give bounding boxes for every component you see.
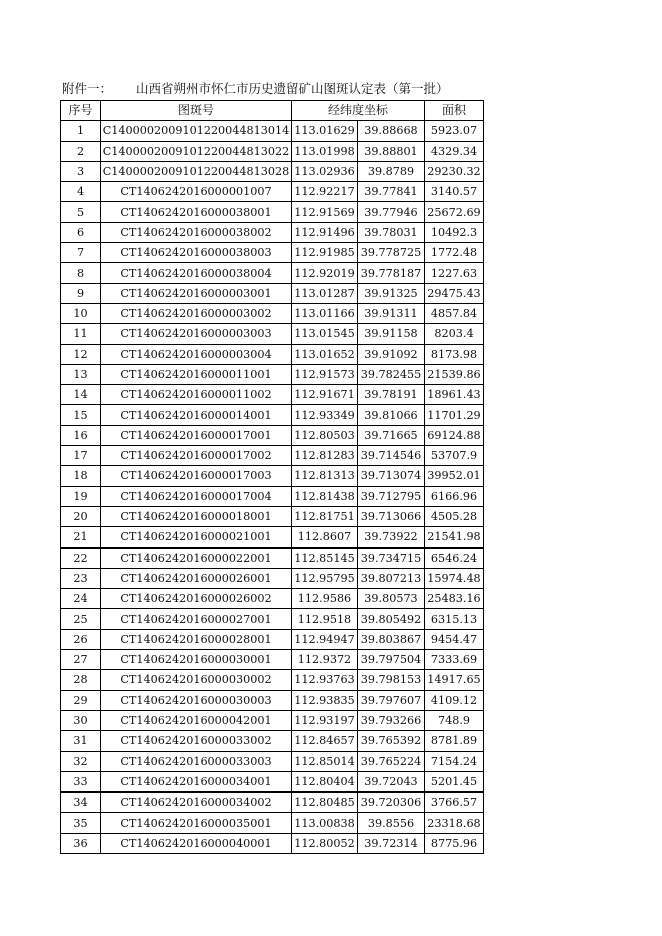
table-row bbox=[61, 527, 484, 548]
cell-longitude: 112.81438 bbox=[292, 486, 358, 506]
cell-latitude: 39.765392 bbox=[358, 731, 425, 751]
cell-longitude: 112.92019 bbox=[292, 263, 358, 283]
cell-code: CT1406242016000034002 bbox=[101, 792, 292, 813]
cell-code: CT1406242016000030001 bbox=[101, 650, 292, 670]
cell-longitude: 113.02936 bbox=[292, 161, 358, 181]
cell-longitude: 113.01652 bbox=[292, 344, 358, 364]
header-seq: 序号 bbox=[61, 101, 101, 121]
cell-longitude: 112.9372 bbox=[292, 650, 358, 670]
cell-code: CT1406242016000017004 bbox=[101, 486, 292, 506]
cell-area: 4329.34 bbox=[425, 141, 484, 161]
cell-latitude: 39.797504 bbox=[358, 650, 425, 670]
table-row bbox=[61, 425, 484, 445]
cell-seq: 34 bbox=[61, 792, 101, 813]
cell-area: 23318.68 bbox=[425, 813, 484, 833]
cell-area: 69124.88 bbox=[425, 425, 484, 445]
cell-seq: 22 bbox=[61, 548, 101, 569]
cell-latitude: 39.91325 bbox=[358, 283, 425, 303]
cell-seq: 12 bbox=[61, 344, 101, 364]
cell-area: 8203.4 bbox=[425, 324, 484, 344]
table-row bbox=[61, 609, 484, 629]
cell-code: CT1406242016000028001 bbox=[101, 629, 292, 649]
cell-longitude: 112.91496 bbox=[292, 222, 358, 242]
table-row bbox=[61, 364, 484, 384]
table-row bbox=[61, 751, 484, 771]
cell-longitude: 113.01629 bbox=[292, 121, 358, 141]
cell-seq: 2 bbox=[61, 141, 101, 161]
cell-code: CT1406242016000011001 bbox=[101, 364, 292, 384]
cell-latitude: 39.712795 bbox=[358, 486, 425, 506]
cell-latitude: 39.80573 bbox=[358, 589, 425, 609]
table-title: 山西省朔州市怀仁市历史遗留矿山图斑认定表（第一批） bbox=[136, 81, 449, 96]
cell-latitude: 39.765224 bbox=[358, 751, 425, 771]
cell-area: 6315.13 bbox=[425, 609, 484, 629]
table-row bbox=[61, 771, 484, 792]
cell-seq: 13 bbox=[61, 364, 101, 384]
cell-area: 1772.48 bbox=[425, 243, 484, 263]
cell-latitude: 39.734715 bbox=[358, 548, 425, 569]
cell-seq: 14 bbox=[61, 385, 101, 405]
cell-longitude: 112.80503 bbox=[292, 425, 358, 445]
cell-seq: 17 bbox=[61, 446, 101, 466]
cell-code: CT1406242016000038001 bbox=[101, 202, 292, 222]
cell-latitude: 39.77946 bbox=[358, 202, 425, 222]
cell-code: CT1406242016000026001 bbox=[101, 568, 292, 588]
cell-seq: 3 bbox=[61, 161, 101, 181]
cell-latitude: 39.91092 bbox=[358, 344, 425, 364]
cell-area: 8775.96 bbox=[425, 833, 484, 853]
cell-longitude: 113.01998 bbox=[292, 141, 358, 161]
cell-area: 15974.48 bbox=[425, 568, 484, 588]
cell-latitude: 39.714546 bbox=[358, 446, 425, 466]
table-row bbox=[61, 792, 484, 813]
cell-longitude: 113.00838 bbox=[292, 813, 358, 833]
cell-longitude: 112.93763 bbox=[292, 670, 358, 690]
cell-longitude: 112.80052 bbox=[292, 833, 358, 853]
cell-area: 7154.24 bbox=[425, 751, 484, 771]
table-row bbox=[61, 629, 484, 649]
cell-longitude: 112.93197 bbox=[292, 710, 358, 730]
table-row bbox=[61, 243, 484, 263]
cell-area: 14917.65 bbox=[425, 670, 484, 690]
table-row bbox=[61, 303, 484, 323]
cell-seq: 16 bbox=[61, 425, 101, 445]
table-row bbox=[61, 202, 484, 222]
cell-area: 39952.01 bbox=[425, 466, 484, 486]
cell-code: CT1406242016000017001 bbox=[101, 425, 292, 445]
cell-area: 4505.28 bbox=[425, 506, 484, 526]
table-row bbox=[61, 650, 484, 670]
cell-latitude: 39.778725 bbox=[358, 243, 425, 263]
cell-longitude: 113.01545 bbox=[292, 324, 358, 344]
cell-latitude: 39.91311 bbox=[358, 303, 425, 323]
cell-seq: 10 bbox=[61, 303, 101, 323]
cell-longitude: 112.95795 bbox=[292, 568, 358, 588]
cell-code: CT1406242016000033002 bbox=[101, 731, 292, 751]
document-title bbox=[62, 80, 502, 98]
cell-area: 7333.69 bbox=[425, 650, 484, 670]
cell-seq: 30 bbox=[61, 710, 101, 730]
table-row bbox=[61, 141, 484, 161]
cell-code: CT1406242016000026002 bbox=[101, 589, 292, 609]
table-row bbox=[61, 813, 484, 833]
table-row bbox=[61, 486, 484, 506]
cell-code: CT1406242016000003003 bbox=[101, 324, 292, 344]
cell-longitude: 112.93349 bbox=[292, 405, 358, 425]
cell-longitude: 112.80404 bbox=[292, 771, 358, 792]
header-row bbox=[61, 101, 484, 121]
cell-latitude: 39.807213 bbox=[358, 568, 425, 588]
table-row bbox=[61, 182, 484, 202]
table-row bbox=[61, 222, 484, 242]
cell-seq: 6 bbox=[61, 222, 101, 242]
cell-seq: 25 bbox=[61, 609, 101, 629]
cell-area: 1227.63 bbox=[425, 263, 484, 283]
cell-seq: 32 bbox=[61, 751, 101, 771]
cell-area: 21541.98 bbox=[425, 527, 484, 548]
cell-seq: 5 bbox=[61, 202, 101, 222]
cell-seq: 33 bbox=[61, 771, 101, 792]
cell-code: CT1406242016000021001 bbox=[101, 527, 292, 548]
cell-latitude: 39.778187 bbox=[358, 263, 425, 283]
cell-code: CT1406242016000003004 bbox=[101, 344, 292, 364]
cell-seq: 35 bbox=[61, 813, 101, 833]
cell-area: 10492.3 bbox=[425, 222, 484, 242]
cell-longitude: 112.93835 bbox=[292, 690, 358, 710]
cell-longitude: 112.81751 bbox=[292, 506, 358, 526]
table-row bbox=[61, 405, 484, 425]
cell-longitude: 112.85014 bbox=[292, 751, 358, 771]
cell-code: C1400002009101220044813022 bbox=[101, 141, 292, 161]
cell-seq: 1 bbox=[61, 121, 101, 141]
cell-area: 4109.12 bbox=[425, 690, 484, 710]
cell-latitude: 39.88801 bbox=[358, 141, 425, 161]
cell-longitude: 112.9518 bbox=[292, 609, 358, 629]
cell-seq: 19 bbox=[61, 486, 101, 506]
table-row bbox=[61, 283, 484, 303]
cell-code: CT1406242016000017003 bbox=[101, 466, 292, 486]
cell-seq: 31 bbox=[61, 731, 101, 751]
cell-latitude: 39.71665 bbox=[358, 425, 425, 445]
table-row bbox=[61, 833, 484, 853]
cell-code: C1400002009101220044813014 bbox=[101, 121, 292, 141]
cell-longitude: 113.01287 bbox=[292, 283, 358, 303]
cell-latitude: 39.797607 bbox=[358, 690, 425, 710]
cell-area: 6546.24 bbox=[425, 548, 484, 569]
cell-code: CT1406242016000014001 bbox=[101, 405, 292, 425]
cell-area: 25483.16 bbox=[425, 589, 484, 609]
cell-seq: 28 bbox=[61, 670, 101, 690]
cell-latitude: 39.793266 bbox=[358, 710, 425, 730]
cell-code: CT1406242016000011002 bbox=[101, 385, 292, 405]
cell-seq: 23 bbox=[61, 568, 101, 588]
cell-latitude: 39.8556 bbox=[358, 813, 425, 833]
cell-area: 21539.86 bbox=[425, 364, 484, 384]
cell-latitude: 39.782455 bbox=[358, 364, 425, 384]
cell-code: CT1406242016000003002 bbox=[101, 303, 292, 323]
table-row bbox=[61, 121, 484, 141]
table-row bbox=[61, 731, 484, 751]
attachment-label: 附件一： bbox=[62, 81, 113, 96]
cell-longitude: 112.84657 bbox=[292, 731, 358, 751]
cell-code: CT1406242016000022001 bbox=[101, 548, 292, 569]
cell-area: 5201.45 bbox=[425, 771, 484, 792]
cell-longitude: 112.91573 bbox=[292, 364, 358, 384]
cell-longitude: 112.91671 bbox=[292, 385, 358, 405]
cell-code: CT1406242016000038003 bbox=[101, 243, 292, 263]
table-row bbox=[61, 568, 484, 588]
cell-area: 25672.69 bbox=[425, 202, 484, 222]
cell-code: CT1406242016000033003 bbox=[101, 751, 292, 771]
cell-area: 748.9 bbox=[425, 710, 484, 730]
cell-code: CT1406242016000038004 bbox=[101, 263, 292, 283]
cell-code: CT1406242016000018001 bbox=[101, 506, 292, 526]
cell-longitude: 112.8607 bbox=[292, 527, 358, 548]
cell-latitude: 39.798153 bbox=[358, 670, 425, 690]
cell-area: 29230.32 bbox=[425, 161, 484, 181]
cell-seq: 29 bbox=[61, 690, 101, 710]
header-area: 面积 bbox=[425, 101, 484, 121]
cell-code: C1400002009101220044813028 bbox=[101, 161, 292, 181]
cell-area: 9454.47 bbox=[425, 629, 484, 649]
table-row bbox=[61, 161, 484, 181]
cell-area: 3766.57 bbox=[425, 792, 484, 813]
cell-longitude: 112.92217 bbox=[292, 182, 358, 202]
cell-longitude: 112.81313 bbox=[292, 466, 358, 486]
cell-area: 29475.43 bbox=[425, 283, 484, 303]
cell-code: CT1406242016000034001 bbox=[101, 771, 292, 792]
cell-code: CT1406242016000001007 bbox=[101, 182, 292, 202]
cell-longitude: 112.91985 bbox=[292, 243, 358, 263]
cell-longitude: 112.81283 bbox=[292, 446, 358, 466]
table-row bbox=[61, 385, 484, 405]
cell-latitude: 39.78031 bbox=[358, 222, 425, 242]
table-row bbox=[61, 506, 484, 526]
table-row bbox=[61, 589, 484, 609]
cell-latitude: 39.72043 bbox=[358, 771, 425, 792]
table-row bbox=[61, 690, 484, 710]
cell-latitude: 39.8789 bbox=[358, 161, 425, 181]
header-code: 图斑号 bbox=[101, 101, 292, 121]
cell-longitude: 112.91569 bbox=[292, 202, 358, 222]
cell-latitude: 39.81066 bbox=[358, 405, 425, 425]
table-row bbox=[61, 466, 484, 486]
cell-seq: 27 bbox=[61, 650, 101, 670]
cell-area: 4857.84 bbox=[425, 303, 484, 323]
cell-area: 3140.57 bbox=[425, 182, 484, 202]
cell-longitude: 113.01166 bbox=[292, 303, 358, 323]
cell-longitude: 112.80485 bbox=[292, 792, 358, 813]
cell-seq: 26 bbox=[61, 629, 101, 649]
table-row bbox=[61, 344, 484, 364]
cell-latitude: 39.720306 bbox=[358, 792, 425, 813]
cell-code: CT1406242016000030003 bbox=[101, 690, 292, 710]
cell-latitude: 39.88668 bbox=[358, 121, 425, 141]
cell-latitude: 39.77841 bbox=[358, 182, 425, 202]
cell-latitude: 39.713074 bbox=[358, 466, 425, 486]
cell-longitude: 112.9586 bbox=[292, 589, 358, 609]
cell-latitude: 39.713066 bbox=[358, 506, 425, 526]
cell-latitude: 39.72314 bbox=[358, 833, 425, 853]
cell-code: CT1406242016000003001 bbox=[101, 283, 292, 303]
cell-seq: 36 bbox=[61, 833, 101, 853]
cell-area: 8173.98 bbox=[425, 344, 484, 364]
table-row bbox=[61, 263, 484, 283]
cell-seq: 24 bbox=[61, 589, 101, 609]
cell-seq: 21 bbox=[61, 527, 101, 548]
cell-code: CT1406242016000017002 bbox=[101, 446, 292, 466]
cell-seq: 4 bbox=[61, 182, 101, 202]
cell-seq: 15 bbox=[61, 405, 101, 425]
cell-area: 53707.9 bbox=[425, 446, 484, 466]
cell-seq: 7 bbox=[61, 243, 101, 263]
cell-latitude: 39.803867 bbox=[358, 629, 425, 649]
cell-code: CT1406242016000040001 bbox=[101, 833, 292, 853]
cell-latitude: 39.805492 bbox=[358, 609, 425, 629]
cell-area: 5923.07 bbox=[425, 121, 484, 141]
cell-latitude: 39.78191 bbox=[358, 385, 425, 405]
cell-longitude: 112.85145 bbox=[292, 548, 358, 569]
cell-area: 11701.29 bbox=[425, 405, 484, 425]
cell-area: 6166.96 bbox=[425, 486, 484, 506]
cell-seq: 9 bbox=[61, 283, 101, 303]
header-coords: 经纬度坐标 bbox=[292, 101, 425, 121]
cell-latitude: 39.73922 bbox=[358, 527, 425, 548]
cell-code: CT1406242016000038002 bbox=[101, 222, 292, 242]
table-row bbox=[61, 710, 484, 730]
cell-code: CT1406242016000030002 bbox=[101, 670, 292, 690]
identification-table bbox=[60, 100, 484, 854]
cell-seq: 20 bbox=[61, 506, 101, 526]
cell-area: 8781.89 bbox=[425, 731, 484, 751]
cell-seq: 8 bbox=[61, 263, 101, 283]
table-row bbox=[61, 324, 484, 344]
table-row bbox=[61, 446, 484, 466]
cell-seq: 11 bbox=[61, 324, 101, 344]
cell-latitude: 39.91158 bbox=[358, 324, 425, 344]
cell-area: 18961.43 bbox=[425, 385, 484, 405]
cell-code: CT1406242016000027001 bbox=[101, 609, 292, 629]
cell-longitude: 112.94947 bbox=[292, 629, 358, 649]
table-row bbox=[61, 548, 484, 569]
cell-code: CT1406242016000035001 bbox=[101, 813, 292, 833]
cell-seq: 18 bbox=[61, 466, 101, 486]
table-row bbox=[61, 670, 484, 690]
cell-code: CT1406242016000042001 bbox=[101, 710, 292, 730]
